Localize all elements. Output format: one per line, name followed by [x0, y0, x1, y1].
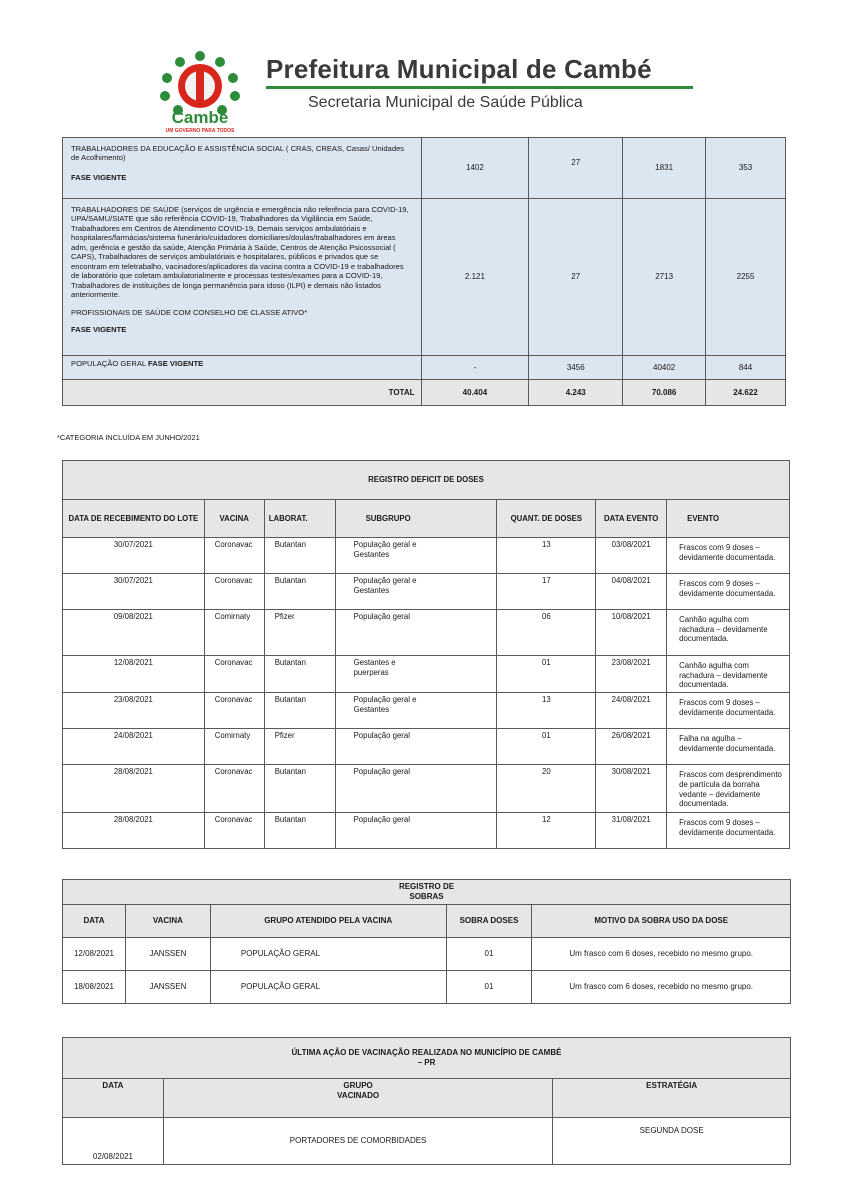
page-title: Prefeitura Municipal de Cambé: [266, 54, 652, 84]
deficit-table: [62, 460, 790, 849]
column-header: VACINA: [125, 905, 210, 938]
subgroup-cell: População geral: [335, 765, 497, 813]
category-cell: [63, 199, 422, 356]
event-date-cell: 10/08/2021: [596, 610, 667, 656]
value-cell: 844: [706, 356, 786, 380]
logo-tagline: UM GOVERNO PARA TODOS: [165, 128, 235, 134]
lab-cell: Butantan: [264, 574, 335, 610]
event-cell: Falha na agulha – devidamente documentada.: [667, 729, 790, 765]
sobras-title: [63, 880, 791, 905]
total-value: 40.404: [421, 380, 529, 406]
ultima-header-row: [63, 1079, 791, 1118]
value-cell: 1402: [421, 138, 529, 199]
ultima-acao-table: [62, 1037, 791, 1165]
reason-cell: Um frasco com 6 doses, recebido no mesmo grupo.: [532, 938, 791, 971]
column-header: SOBRA DOSES: [446, 905, 532, 938]
strategy-cell: SEGUNDA DOSE: [553, 1118, 791, 1165]
logo-text: Cambé: [171, 108, 229, 127]
value-cell: 3456: [529, 356, 623, 380]
column-header: DATA EVENTO: [596, 500, 667, 538]
page-header: [150, 48, 710, 136]
sobras-header-row: [63, 905, 791, 938]
sobras-table: [62, 879, 791, 1004]
value-cell: 27: [529, 199, 623, 356]
event-cell: Frascos com 9 doses – devidamente documentada.: [667, 574, 790, 610]
column-header: MOTIVO DA SOBRA USO DA DOSE: [532, 905, 791, 938]
table-row: [63, 729, 790, 765]
column-header: DATA: [63, 1079, 164, 1118]
column-header: SUBGRUPO: [335, 500, 497, 538]
value-cell: 2255: [706, 199, 786, 356]
column-header: GRUPO ATENDIDO PELA VACINA: [210, 905, 446, 938]
quantity-cell: 13: [497, 538, 596, 574]
table-row: [63, 356, 786, 380]
column-header: DATA DE RECEBIMENTO DO LOTE: [63, 500, 205, 538]
ultima-title: [63, 1038, 791, 1079]
value-cell: 27: [529, 138, 623, 199]
vaccine-cell: Coronavac: [204, 656, 264, 693]
value-cell: 353: [706, 138, 786, 199]
phase-label: FASE VIGENTE: [71, 172, 127, 182]
vaccine-cell: Coronavac: [204, 765, 264, 813]
column-header: EVENTO: [667, 500, 790, 538]
date-cell: 18/08/2021: [63, 971, 126, 1004]
total-value: 24.622: [706, 380, 786, 406]
lab-cell: Butantan: [264, 656, 335, 693]
group-cell: POPULAÇÃO GERAL: [210, 938, 446, 971]
title-rule: [266, 86, 693, 89]
date-cell: 23/08/2021: [63, 693, 205, 729]
vaccine-cell: Coronavac: [204, 538, 264, 574]
category-text: POPULAÇÃO GERAL: [71, 359, 146, 368]
subgroup-cell: População geral: [335, 813, 497, 849]
date-cell: 24/08/2021: [63, 729, 205, 765]
lab-cell: Pfizer: [264, 610, 335, 656]
table-row: [63, 1118, 791, 1165]
column-header: LABORAT.: [264, 500, 335, 538]
category-note: *CATEGORIA INCLUÍDA EM JUNHO/2021: [57, 433, 200, 442]
category-text: TRABALHADORES DA EDUCAÇÃO E ASSISTÊNCIA SOCIAL ( CRAS, CREAS, Casas/ Unidades de Acolhimento): [71, 144, 405, 163]
column-header: [163, 1079, 552, 1118]
date-cell: 30/07/2021: [63, 538, 205, 574]
group-cell: POPULAÇÃO GERAL: [210, 971, 446, 1004]
phase-label: FASE VIGENTE: [71, 325, 127, 335]
value-cell: 2713: [623, 199, 706, 356]
quantity-cell: 01: [497, 656, 596, 693]
date-cell: 30/07/2021: [63, 574, 205, 610]
subgroup-cell: Gestantes e puerperas: [335, 656, 497, 693]
category-cell: [63, 356, 422, 380]
vaccination-summary-table: [62, 137, 786, 406]
event-cell: Frascos com desprendimento de partícula da borraha vedante – devidamente documentada.: [667, 765, 790, 813]
date-cell: 28/08/2021: [63, 765, 205, 813]
lab-cell: Pfizer: [264, 729, 335, 765]
table-row: [63, 610, 790, 656]
deficit-header-row: [63, 500, 790, 538]
subgroup-cell: População geral: [335, 610, 497, 656]
column-header: DATA: [63, 905, 126, 938]
vaccine-cell: Coronavac: [204, 813, 264, 849]
event-date-cell: 24/08/2021: [596, 693, 667, 729]
total-value: 4.243: [529, 380, 623, 406]
table-row: [63, 813, 790, 849]
lab-cell: Butantan: [264, 693, 335, 729]
event-cell: Canhão agulha com rachadura – devidamente documentada.: [667, 656, 790, 693]
quantity-cell: 20: [497, 765, 596, 813]
quantity-cell: 01: [497, 729, 596, 765]
event-date-cell: 04/08/2021: [596, 574, 667, 610]
total-row: [63, 380, 786, 406]
lab-cell: Butantan: [264, 765, 335, 813]
vaccine-cell: JANSSEN: [125, 971, 210, 1004]
ultima-title-text: ÚLTIMA AÇÃO DE VACINAÇÃO REALIZADA NO MUNICÍPIO DE CAMBÉ – PR: [291, 1048, 562, 1067]
table-row: [63, 765, 790, 813]
table-row: [63, 538, 790, 574]
category-text: TRABALHADORES DE SAÚDE (serviços de urgência e emergência não referência para COVID-19, UPA/SAMU/SIATE que são referência COVID-19, Trabalhadores da Vigilância em Saúde, Trabalhadores em Centros de Atendimento COVID-19, Demais serviços ambulatóriais e hospitalares/farmácias/sistema funerário/cuidadores domiciliares/doulas/trabalhadores em áreas adm, gerência e gestão da saúde, Atenção Primária à Saúde, Centros de Atenção Psicossocial ( CAPS), Trabalhadores de serviços ambulatóriais e hospitalares, públicos e privados que se encontram em teletrabalho, vacinadores/aplicadores da vacina contra a COVID-19 e trabalhadores de laboratório que coletam ambulatorialmente e processas testes/exames para a COVID-19, Trabalhadores de instituições de longa permanência para idoso (ILPI) e demais não listados anteriormente.: [71, 205, 409, 300]
vaccine-cell: JANSSEN: [125, 938, 210, 971]
total-value: 70.086: [623, 380, 706, 406]
lab-cell: Butantan: [264, 813, 335, 849]
subgroup-cell: População geral: [335, 729, 497, 765]
column-header: ESTRATÉGIA: [553, 1079, 791, 1118]
value-cell: 2.121: [421, 199, 529, 356]
table-row: [63, 656, 790, 693]
event-cell: Frascos com 9 doses – devidamente documentada.: [667, 813, 790, 849]
event-date-cell: 30/08/2021: [596, 765, 667, 813]
column-header: QUANT. DE DOSES: [497, 500, 596, 538]
date-cell: 28/08/2021: [63, 813, 205, 849]
table-row: [63, 693, 790, 729]
quantity-cell: 06: [497, 610, 596, 656]
group-cell: PORTADORES DE COMORBIDADES: [163, 1118, 552, 1165]
page-subtitle: Secretaria Municipal de Saúde Pública: [308, 94, 583, 111]
subgroup-cell: População geral e Gestantes: [335, 693, 497, 729]
event-cell: Frascos com 9 doses – devidamente documentada.: [667, 538, 790, 574]
table-row: [63, 199, 786, 356]
table-row: [63, 138, 786, 199]
lab-cell: Butantan: [264, 538, 335, 574]
event-date-cell: 26/08/2021: [596, 729, 667, 765]
date-cell: 12/08/2021: [63, 656, 205, 693]
total-label: TOTAL: [63, 380, 422, 406]
vaccine-cell: Coronavac: [204, 693, 264, 729]
table-row: [63, 938, 791, 971]
quantity-cell: 12: [497, 813, 596, 849]
subgroup-cell: População geral e Gestantes: [335, 574, 497, 610]
event-date-cell: 31/08/2021: [596, 813, 667, 849]
column-header: VACINA: [204, 500, 264, 538]
column-header-text: GRUPO VACINADO: [337, 1081, 380, 1100]
vaccine-cell: Coronavac: [204, 574, 264, 610]
value-cell: 40402: [623, 356, 706, 380]
category-cell: [63, 138, 422, 199]
doses-cell: 01: [446, 938, 532, 971]
subgroup-cell: População geral e Gestantes: [335, 538, 497, 574]
date-cell: 12/08/2021: [63, 938, 126, 971]
table-row: [63, 971, 791, 1004]
phase-label: FASE VIGENTE: [147, 359, 204, 368]
category-extra: PROFISSIONAIS DE SAÚDE COM CONSELHO DE CLASSE ATIVO*: [71, 307, 308, 317]
value-cell: -: [421, 356, 529, 380]
event-date-cell: 03/08/2021: [596, 538, 667, 574]
vaccine-cell: Comirnaty: [204, 610, 264, 656]
doses-cell: 01: [446, 971, 532, 1004]
date-cell: 09/08/2021: [63, 610, 205, 656]
cambe-logo: [150, 48, 250, 136]
reason-cell: Um frasco com 6 doses, recebido no mesmo grupo.: [532, 971, 791, 1004]
date-cell: 02/08/2021: [63, 1118, 164, 1165]
vaccine-cell: Comirnaty: [204, 729, 264, 765]
table-row: [63, 574, 790, 610]
sobras-title-text: REGISTRO DE SOBRAS: [398, 882, 455, 901]
deficit-title: REGISTRO DEFICIT DE DOSES: [63, 461, 790, 500]
event-cell: Frascos com 9 doses – devidamente documentada.: [667, 693, 790, 729]
quantity-cell: 17: [497, 574, 596, 610]
quantity-cell: 13: [497, 693, 596, 729]
event-cell: Canhão agulha com rachadura – devidamente documentada.: [667, 610, 790, 656]
value-cell: 1831: [623, 138, 706, 199]
event-date-cell: 23/08/2021: [596, 656, 667, 693]
